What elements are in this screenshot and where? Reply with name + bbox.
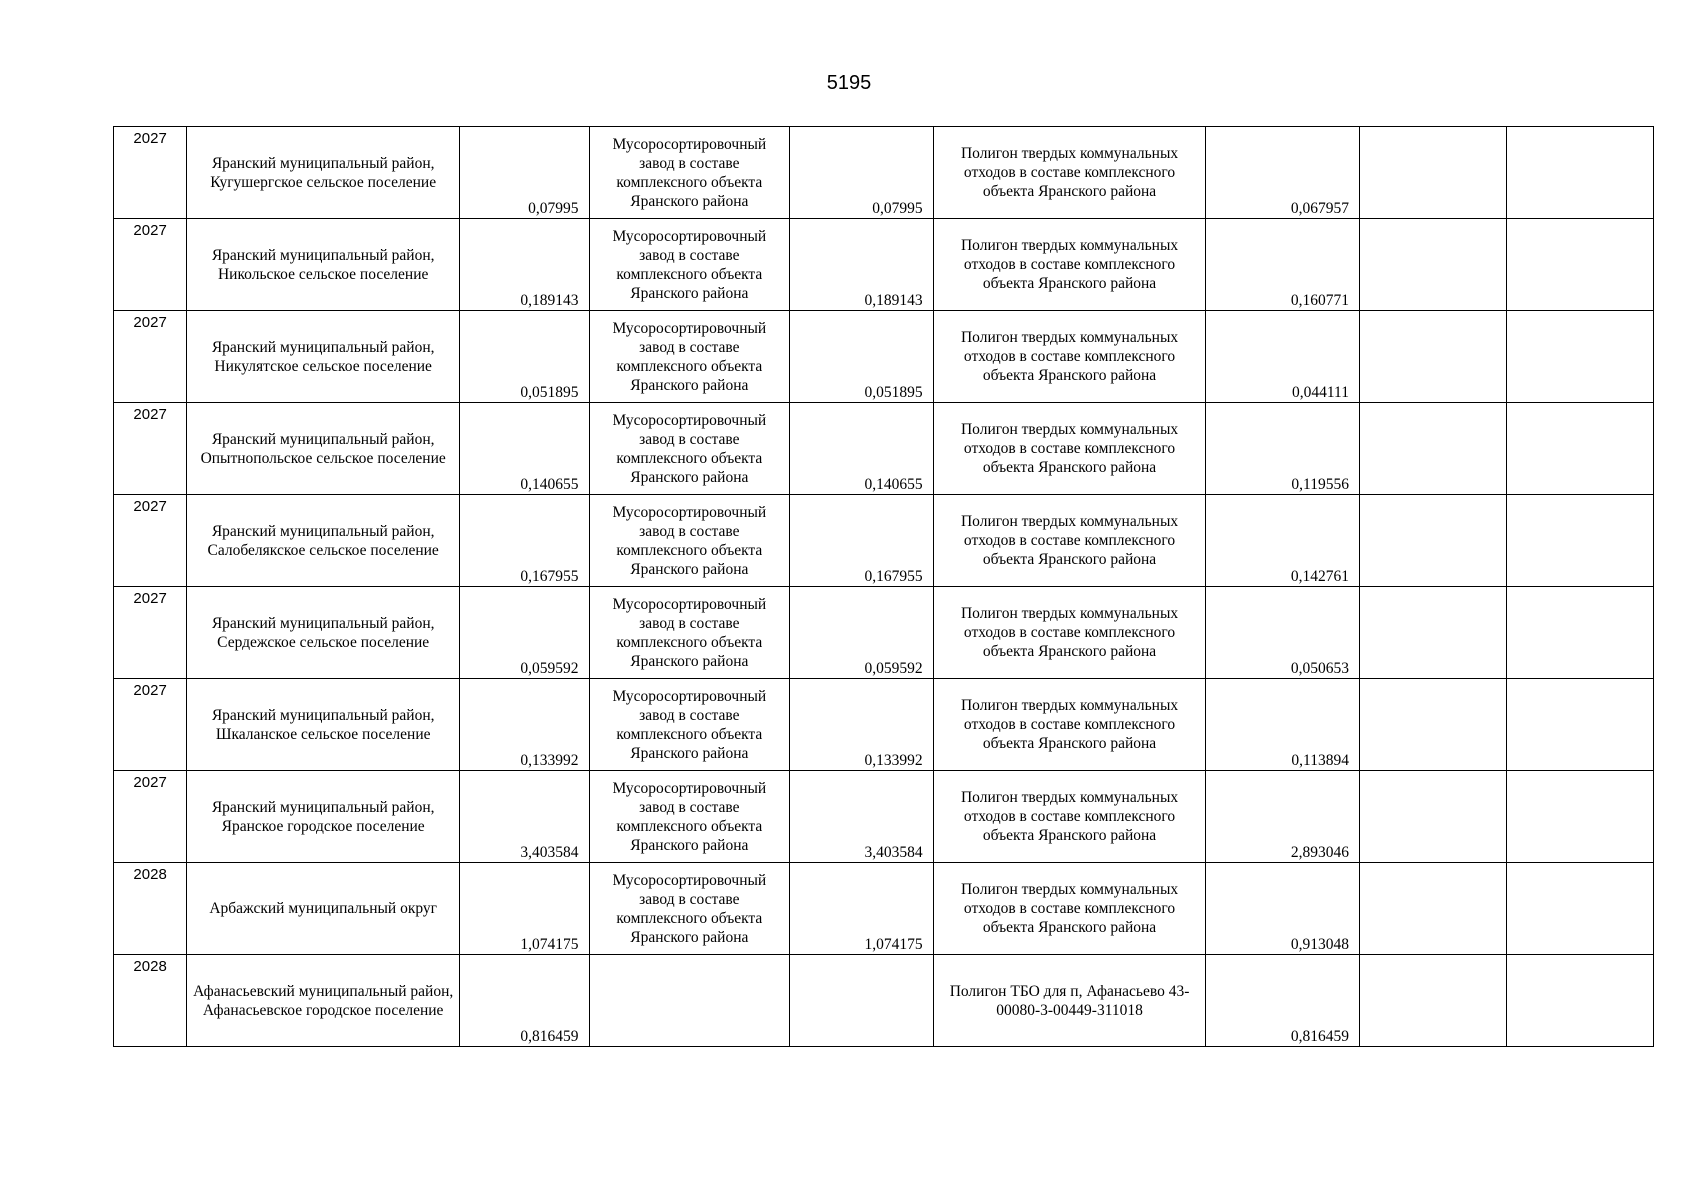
volume-source-cell <box>460 863 589 955</box>
empty-cell-1 <box>1359 863 1506 955</box>
volume-source-cell-text: 0,133992 <box>520 752 579 769</box>
year-cell <box>114 771 187 863</box>
volume-disposal-cell-text: 0,050653 <box>1290 660 1349 677</box>
year-cell <box>114 127 187 219</box>
sorting-facility-cell <box>589 311 790 403</box>
table-row <box>114 495 1654 587</box>
year-cell-text: 2028 <box>133 958 167 975</box>
empty-cell-2 <box>1507 679 1654 771</box>
disposal-facility-cell-text: Полигон твердых коммунальных отходов в составе комплексного объекта Яранского района <box>960 145 1179 200</box>
empty-cell-1-text <box>1364 219 1502 310</box>
empty-cell-1 <box>1359 219 1506 311</box>
table-row <box>114 127 1654 219</box>
municipality-cell <box>187 679 460 771</box>
year-cell-text: 2027 <box>133 406 167 423</box>
municipality-cell <box>187 403 460 495</box>
volume-sorting-cell <box>790 955 933 1047</box>
volume-disposal-cell-text: 0,913048 <box>1290 936 1349 953</box>
volume-source-cell <box>460 495 589 587</box>
year-cell <box>114 955 187 1047</box>
disposal-facility-cell <box>933 955 1206 1047</box>
sorting-facility-cell-text: Мусоросортировочный завод в составе комплексного объекта Яранского района <box>612 320 767 394</box>
sorting-facility-cell-text: Мусоросортировочный завод в составе комплексного объекта Яранского района <box>612 688 767 762</box>
empty-cell-1 <box>1359 495 1506 587</box>
volume-disposal-cell <box>1206 955 1359 1047</box>
sorting-facility-cell-text: Мусоросортировочный завод в составе комплексного объекта Яранского района <box>612 780 767 854</box>
sorting-facility-cell-text: Мусоросортировочный завод в составе комплексного объекта Яранского района <box>612 412 767 486</box>
empty-cell-2 <box>1507 863 1654 955</box>
volume-disposal-cell-text: 0,044111 <box>1291 384 1349 401</box>
empty-cell-1-text <box>1364 587 1502 678</box>
volume-sorting-cell-text: 0,167955 <box>864 568 923 585</box>
disposal-facility-cell <box>933 863 1206 955</box>
sorting-facility-cell-text: Мусоросортировочный завод в составе комплексного объекта Яранского района <box>612 596 767 670</box>
disposal-facility-cell <box>933 587 1206 679</box>
municipality-cell <box>187 311 460 403</box>
year-cell <box>114 679 187 771</box>
disposal-facility-cell <box>933 219 1206 311</box>
disposal-facility-cell <box>933 311 1206 403</box>
sorting-facility-cell <box>589 863 790 955</box>
municipality-cell-text: Яранский муниципальный район, Шкаланское сельское поселение <box>211 706 435 743</box>
empty-cell-1 <box>1359 587 1506 679</box>
empty-cell-1 <box>1359 403 1506 495</box>
year-cell-text: 2027 <box>133 774 167 791</box>
page-number: 5195 <box>826 72 872 94</box>
volume-sorting-cell-text: 3,403584 <box>864 844 923 861</box>
disposal-facility-cell-text: Полигон твердых коммунальных отходов в составе комплексного объекта Яранского района <box>960 513 1179 568</box>
volume-sorting-cell-text: 0,140655 <box>864 476 923 493</box>
volume-disposal-cell <box>1206 495 1359 587</box>
volume-disposal-cell-text: 0,160771 <box>1290 292 1349 309</box>
volume-sorting-cell <box>790 679 933 771</box>
table-row <box>114 955 1654 1047</box>
year-cell-text: 2027 <box>133 590 167 607</box>
disposal-facility-cell-text: Полигон твердых коммунальных отходов в составе комплексного объекта Яранского района <box>960 329 1179 384</box>
empty-cell-1 <box>1359 771 1506 863</box>
empty-cell-1 <box>1359 679 1506 771</box>
municipality-cell-text: Яранский муниципальный район, Яранское городское поселение <box>211 798 435 835</box>
sorting-facility-cell <box>589 771 790 863</box>
municipality-cell <box>187 587 460 679</box>
year-cell-text: 2027 <box>133 498 167 515</box>
municipality-cell-text: Яранский муниципальный район, Сердежское сельское поселение <box>211 614 435 651</box>
volume-sorting-cell <box>790 495 933 587</box>
municipality-cell-text: Яранский муниципальный район, Салобелякское сельское поселение <box>207 522 439 559</box>
volume-source-cell <box>460 587 589 679</box>
volume-sorting-cell <box>790 863 933 955</box>
volume-source-cell <box>460 771 589 863</box>
waste-flow-table <box>113 126 1654 1047</box>
empty-cell-2-text <box>1511 311 1649 402</box>
volume-sorting-cell <box>790 771 933 863</box>
empty-cell-2-text <box>1511 679 1649 770</box>
empty-cell-1 <box>1359 127 1506 219</box>
volume-source-cell-text: 0,059592 <box>520 660 579 677</box>
volume-disposal-cell <box>1206 403 1359 495</box>
volume-source-cell <box>460 955 589 1047</box>
volume-source-cell-text: 0,07995 <box>528 200 579 217</box>
empty-cell-1-text <box>1364 679 1502 770</box>
empty-cell-1-text <box>1364 127 1502 218</box>
table-row <box>114 771 1654 863</box>
disposal-facility-cell <box>933 403 1206 495</box>
empty-cell-2-text <box>1511 403 1649 494</box>
table-body <box>114 127 1654 1047</box>
sorting-facility-cell-text: Мусоросортировочный завод в составе комплексного объекта Яранского района <box>612 136 767 210</box>
volume-source-cell <box>460 311 589 403</box>
sorting-facility-cell <box>589 955 790 1047</box>
volume-disposal-cell-text: 2,893046 <box>1290 844 1349 861</box>
year-cell <box>114 403 187 495</box>
volume-source-cell-text: 0,140655 <box>520 476 579 493</box>
volume-disposal-cell <box>1206 679 1359 771</box>
year-cell <box>114 495 187 587</box>
disposal-facility-cell <box>933 495 1206 587</box>
empty-cell-2-text <box>1511 955 1649 1046</box>
volume-disposal-cell-text: 0,119556 <box>1291 476 1349 493</box>
empty-cell-2-text <box>1511 127 1649 218</box>
sorting-facility-cell <box>589 587 790 679</box>
sorting-facility-cell-text: Мусоросортировочный завод в составе комплексного объекта Яранского района <box>612 504 767 578</box>
volume-sorting-cell-text: 1,074175 <box>864 936 923 953</box>
volume-source-cell <box>460 403 589 495</box>
empty-cell-1-text <box>1364 955 1502 1046</box>
volume-source-cell-text: 0,816459 <box>520 1028 579 1045</box>
empty-cell-2 <box>1507 495 1654 587</box>
disposal-facility-cell <box>933 679 1206 771</box>
volume-disposal-cell-text: 0,142761 <box>1290 568 1349 585</box>
empty-cell-1 <box>1359 311 1506 403</box>
volume-sorting-cell <box>790 587 933 679</box>
volume-source-cell-text: 0,167955 <box>520 568 579 585</box>
empty-cell-2-text <box>1511 495 1649 586</box>
sorting-facility-cell <box>589 679 790 771</box>
disposal-facility-cell-text: Полигон твердых коммунальных отходов в составе комплексного объекта Яранского района <box>960 605 1179 660</box>
empty-cell-2 <box>1507 955 1654 1047</box>
disposal-facility-cell-text: Полигон твердых коммунальных отходов в составе комплексного объекта Яранского района <box>960 697 1179 752</box>
municipality-cell <box>187 219 460 311</box>
sorting-facility-cell-text: Мусоросортировочный завод в составе комплексного объекта Яранского района <box>612 228 767 302</box>
volume-disposal-cell <box>1206 771 1359 863</box>
volume-sorting-cell-text: 0,133992 <box>864 752 923 769</box>
sorting-facility-cell <box>589 403 790 495</box>
disposal-facility-cell-text: Полигон твердых коммунальных отходов в составе комплексного объекта Яранского района <box>960 237 1179 292</box>
year-cell <box>114 587 187 679</box>
volume-sorting-cell-text: 0,059592 <box>864 660 923 677</box>
disposal-facility-cell-text: Полигон ТБО для п, Афанасьево 43-00080-3-00449-311018 <box>949 982 1190 1019</box>
empty-cell-1 <box>1359 955 1506 1047</box>
municipality-cell <box>187 955 460 1047</box>
municipality-cell-text: Яранский муниципальный район, Опытнопольское сельское поселение <box>200 430 446 467</box>
empty-cell-2 <box>1507 127 1654 219</box>
municipality-cell <box>187 771 460 863</box>
table-row <box>114 219 1654 311</box>
municipality-cell <box>187 863 460 955</box>
volume-disposal-cell <box>1206 127 1359 219</box>
volume-sorting-cell-text: 0,051895 <box>864 384 923 401</box>
empty-cell-1-text <box>1364 771 1502 862</box>
table-row <box>114 403 1654 495</box>
year-cell <box>114 311 187 403</box>
year-cell-text: 2027 <box>133 222 167 239</box>
empty-cell-2 <box>1507 219 1654 311</box>
municipality-cell <box>187 127 460 219</box>
empty-cell-2-text <box>1511 771 1649 862</box>
year-cell <box>114 219 187 311</box>
volume-source-cell-text: 3,403584 <box>520 844 579 861</box>
volume-sorting-cell-text: 0,189143 <box>864 292 923 309</box>
empty-cell-1-text <box>1364 403 1502 494</box>
volume-disposal-cell <box>1206 587 1359 679</box>
municipality-cell-text: Яранский муниципальный район, Никольское сельское поселение <box>211 246 435 283</box>
municipality-cell-text: Арбажский муниципальный округ <box>209 900 438 917</box>
municipality-cell-text: Яранский муниципальный район, Никулятское сельское поселение <box>211 338 435 375</box>
volume-disposal-cell-text: 0,816459 <box>1290 1028 1349 1045</box>
municipality-cell-text: Афанасьевский муниципальный район, Афанасьевское городское поселение <box>193 982 454 1019</box>
volume-source-cell-text: 0,189143 <box>520 292 579 309</box>
volume-sorting-cell-text: 0,07995 <box>872 200 923 217</box>
table-row <box>114 863 1654 955</box>
sorting-facility-cell <box>589 495 790 587</box>
table-row <box>114 679 1654 771</box>
disposal-facility-cell-text: Полигон твердых коммунальных отходов в составе комплексного объекта Яранского района <box>960 789 1179 844</box>
table-row <box>114 311 1654 403</box>
sorting-facility-cell <box>589 127 790 219</box>
volume-sorting-cell <box>790 403 933 495</box>
year-cell-text: 2027 <box>133 314 167 331</box>
empty-cell-2-text <box>1511 587 1649 678</box>
volume-source-cell <box>460 219 589 311</box>
table-row <box>114 587 1654 679</box>
empty-cell-1-text <box>1364 495 1502 586</box>
year-cell-text: 2027 <box>133 682 167 699</box>
disposal-facility-cell-text: Полигон твердых коммунальных отходов в составе комплексного объекта Яранского района <box>960 881 1179 936</box>
municipality-cell <box>187 495 460 587</box>
sorting-facility-cell <box>589 219 790 311</box>
volume-sorting-cell <box>790 219 933 311</box>
empty-cell-2 <box>1507 771 1654 863</box>
empty-cell-2-text <box>1511 219 1649 310</box>
volume-source-cell <box>460 679 589 771</box>
empty-cell-2 <box>1507 403 1654 495</box>
volume-sorting-cell <box>790 311 933 403</box>
volume-source-cell-text: 0,051895 <box>520 384 579 401</box>
volume-disposal-cell <box>1206 863 1359 955</box>
empty-cell-1-text <box>1364 311 1502 402</box>
empty-cell-2 <box>1507 587 1654 679</box>
municipality-cell-text: Яранский муниципальный район, Кугушергское сельское поселение <box>210 154 437 191</box>
volume-disposal-cell <box>1206 311 1359 403</box>
volume-source-cell <box>460 127 589 219</box>
empty-cell-2-text <box>1511 863 1649 954</box>
disposal-facility-cell-text: Полигон твердых коммунальных отходов в составе комплексного объекта Яранского района <box>960 421 1179 476</box>
year-cell-text: 2027 <box>133 130 167 147</box>
volume-sorting-cell <box>790 127 933 219</box>
empty-cell-2 <box>1507 311 1654 403</box>
empty-cell-1-text <box>1364 863 1502 954</box>
year-cell <box>114 863 187 955</box>
sorting-facility-cell-text: Мусоросортировочный завод в составе комплексного объекта Яранского района <box>612 872 767 946</box>
volume-disposal-cell-text: 0,067957 <box>1290 200 1349 217</box>
volume-disposal-cell-text: 0,113894 <box>1291 752 1349 769</box>
disposal-facility-cell <box>933 771 1206 863</box>
volume-source-cell-text: 1,074175 <box>520 936 579 953</box>
year-cell-text: 2028 <box>133 866 167 883</box>
volume-disposal-cell <box>1206 219 1359 311</box>
disposal-facility-cell <box>933 127 1206 219</box>
